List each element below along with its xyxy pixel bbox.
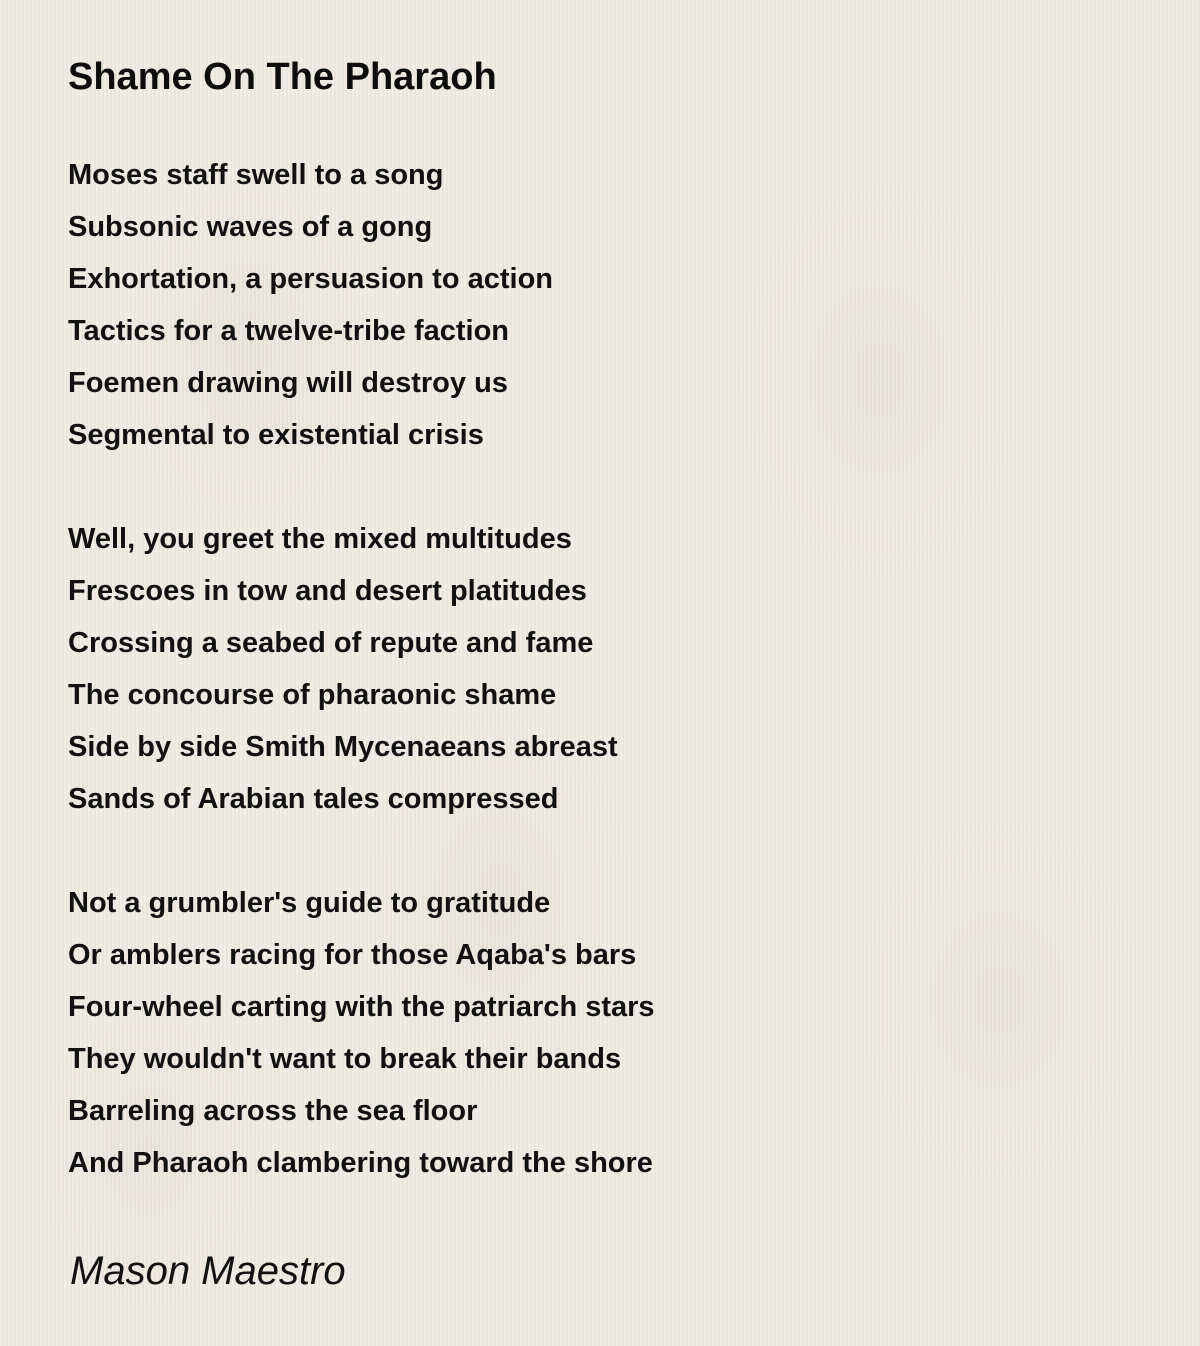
poem-author: Mason Maestro xyxy=(70,1249,346,1293)
poem-line: They wouldn't want to break their bands xyxy=(68,1043,622,1075)
poem-line: Foemen drawing will destroy us xyxy=(68,367,508,399)
poem-line: Not a grumbler's guide to gratitude xyxy=(68,887,551,919)
poem-line: Tactics for a twelve-tribe faction xyxy=(68,315,510,347)
poem-line: Four-wheel carting with the patriarch stars xyxy=(68,991,655,1023)
stanza-1 xyxy=(68,149,1128,461)
poem-line: Side by side Smith Mycenaeans abreast xyxy=(68,731,618,763)
poem-line: Subsonic waves of a gong xyxy=(68,211,433,243)
poem-line: Well, you greet the mixed multitudes xyxy=(68,523,572,555)
poem-title: Shame On The Pharaoh xyxy=(68,56,497,98)
poem-line: And Pharaoh clambering toward the shore xyxy=(68,1147,653,1179)
poem-line: Or amblers racing for those Aqaba's bars xyxy=(68,939,637,971)
poem-line: Sands of Arabian tales compressed xyxy=(68,783,559,815)
poem-line: The concourse of pharaonic shame xyxy=(68,679,557,711)
poem-line: Exhortation, a persuasion to action xyxy=(68,263,554,295)
poem-line: Crossing a seabed of repute and fame xyxy=(68,627,594,659)
poem-line: Barreling across the sea floor xyxy=(68,1095,478,1127)
stanza-3 xyxy=(68,877,1128,1189)
poem-body xyxy=(68,149,1128,1241)
stanza-2 xyxy=(68,513,1128,825)
poem-line: Moses staff swell to a song xyxy=(68,159,444,191)
poem-line: Frescoes in tow and desert platitudes xyxy=(68,575,587,607)
poem-line: Segmental to existential crisis xyxy=(68,419,484,451)
